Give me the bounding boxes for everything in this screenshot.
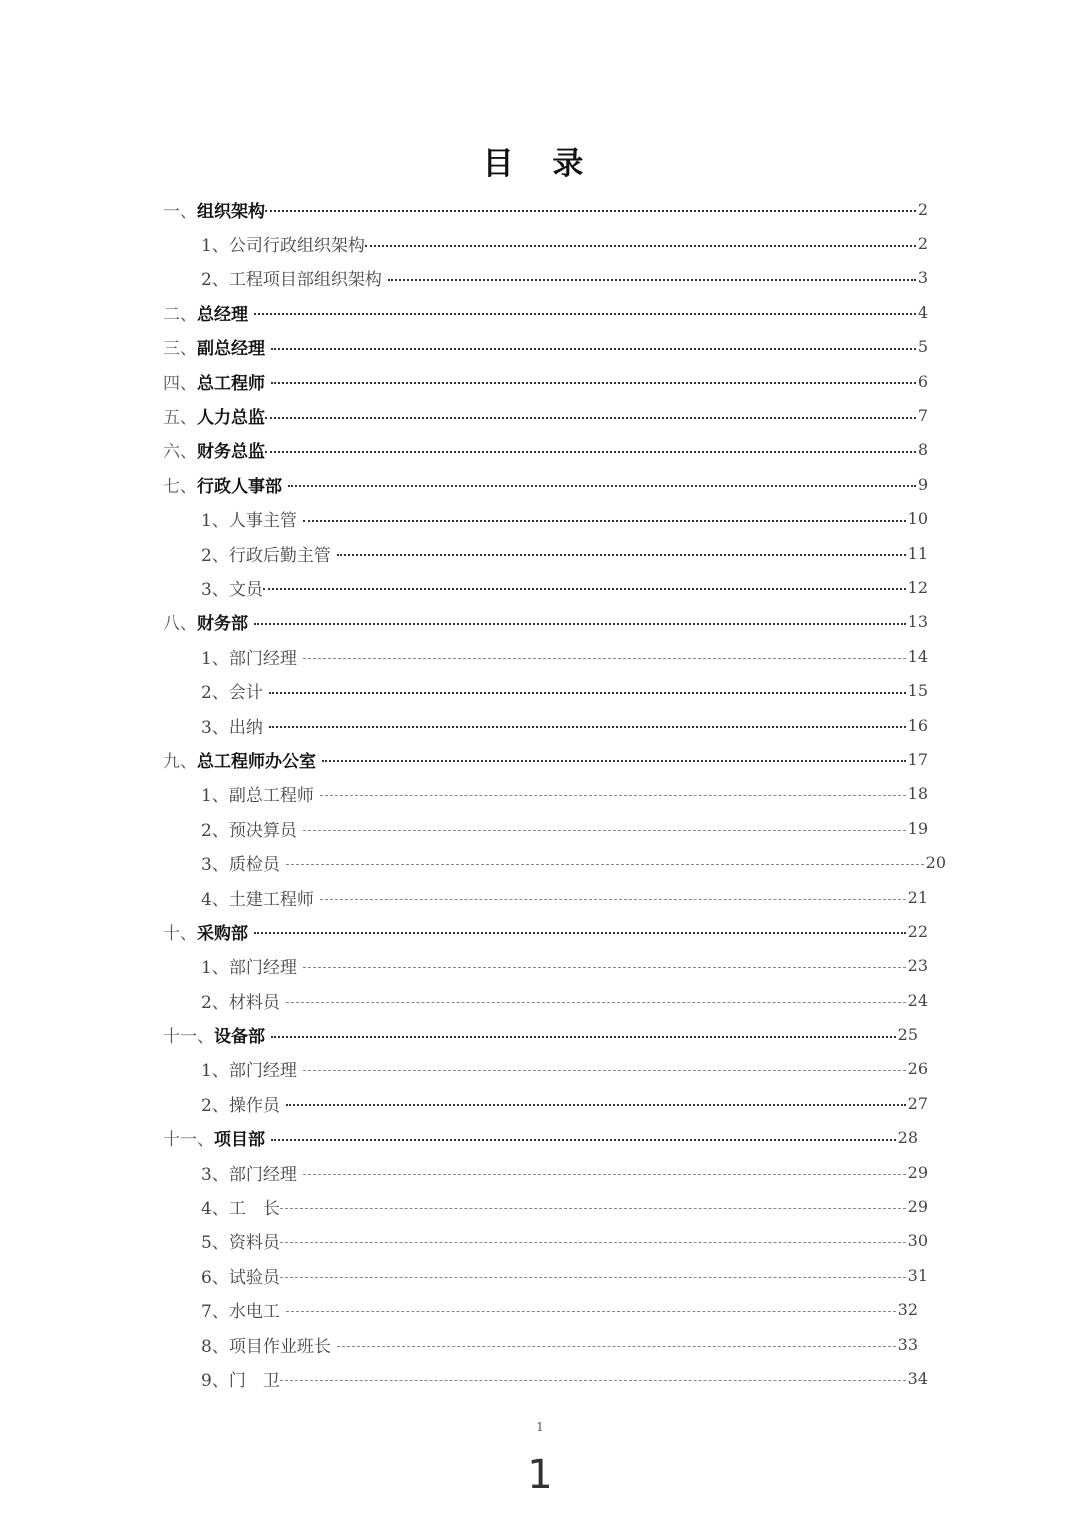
toc-section[interactable] <box>163 433 928 467</box>
toc-entry-page: 28 <box>897 1128 918 1148</box>
toc-section[interactable] <box>163 1017 928 1051</box>
toc-entry-page: 13 <box>907 612 928 632</box>
toc-entry-label: 工程项目部组织架构 <box>228 270 382 291</box>
toc-leader-line <box>337 554 906 556</box>
toc-entry-page: 27 <box>907 1093 928 1113</box>
toc-entry-number: 九、 <box>163 751 197 772</box>
toc-entry-number: 1、 <box>201 236 229 257</box>
toc-entry-page: 2 <box>917 199 928 219</box>
toc-subsection[interactable] <box>163 1327 928 1361</box>
toc-entry-label: 部门经理 <box>228 958 297 979</box>
toc-subsection[interactable] <box>163 639 928 673</box>
toc-entry-label: 财务总监 <box>197 442 265 463</box>
toc-section[interactable] <box>163 914 928 948</box>
toc-entry-page: 4 <box>917 302 928 322</box>
toc-leader-line <box>254 313 916 315</box>
toc-entry-label: 资料员 <box>228 1233 280 1254</box>
page-title: 目 录 <box>482 146 598 182</box>
toc-entry-page: 3 <box>917 268 928 288</box>
toc-entry-number: 2、 <box>201 683 229 704</box>
toc-entry-number: 8、 <box>201 1336 229 1357</box>
toc-entry-page: 19 <box>907 818 928 838</box>
toc-subsection[interactable] <box>163 570 928 604</box>
toc-entry-page: 29 <box>907 1197 928 1217</box>
toc-subsection[interactable] <box>163 673 928 707</box>
toc-entry-page: 7 <box>917 406 928 426</box>
toc-entry-number: 五、 <box>163 408 197 429</box>
toc-subsection[interactable] <box>163 880 928 914</box>
table-of-contents <box>163 192 946 1396</box>
toc-leader-line <box>388 279 916 281</box>
toc-subsection[interactable] <box>163 1155 928 1189</box>
toc-entry-number: 2、 <box>201 545 229 566</box>
toc-entry-label: 财务部 <box>197 614 248 635</box>
toc-subsection[interactable] <box>163 983 928 1017</box>
toc-entry-number: 四、 <box>163 373 197 394</box>
toc-entry-page: 33 <box>897 1334 918 1354</box>
toc-entry-label: 总工程师办公室 <box>197 751 316 772</box>
toc-entry-number: 2、 <box>201 1095 229 1116</box>
toc-entry-number: 1、 <box>201 1061 229 1082</box>
toc-entry-label: 会计 <box>228 683 263 704</box>
toc-subsection[interactable] <box>163 261 928 295</box>
toc-entry-page: 6 <box>917 371 928 391</box>
toc-entry-page: 30 <box>907 1231 928 1251</box>
toc-section[interactable] <box>163 330 928 364</box>
toc-entry-number: 5、 <box>201 1233 229 1254</box>
toc-entry-number: 4、 <box>201 1199 229 1220</box>
toc-entry-page: 11 <box>907 543 928 563</box>
toc-leader-line <box>271 1139 896 1141</box>
toc-section[interactable] <box>163 742 928 776</box>
toc-leader-line <box>365 245 916 247</box>
toc-entry-number: 2、 <box>201 820 229 841</box>
toc-entry-label: 项目作业班长 <box>228 1336 331 1357</box>
toc-entry-page: 25 <box>897 1025 918 1045</box>
toc-entry-label: 土建工程师 <box>228 889 314 910</box>
toc-subsection[interactable] <box>163 845 946 879</box>
toc-leader-line <box>280 1277 906 1278</box>
toc-entry-number: 6、 <box>201 1267 229 1288</box>
toc-leader-line <box>280 1380 906 1381</box>
toc-entry-label: 预决算员 <box>228 820 297 841</box>
toc-entry-label: 行政后勤主管 <box>228 545 331 566</box>
toc-leader-line <box>254 932 906 934</box>
toc-leader-line <box>320 899 906 900</box>
toc-entry-label: 操作员 <box>228 1095 280 1116</box>
toc-entry-page: 16 <box>907 715 928 735</box>
toc-subsection[interactable] <box>163 811 928 845</box>
toc-entry-page: 8 <box>917 440 928 460</box>
toc-entry-label: 行政人事部 <box>197 476 282 497</box>
toc-entry-label: 总经理 <box>197 304 248 325</box>
toc-entry-label: 部门经理 <box>228 1061 297 1082</box>
toc-leader-line <box>265 210 916 212</box>
toc-entry-page: 2 <box>917 234 928 254</box>
toc-section[interactable] <box>163 1121 928 1155</box>
toc-leader-line <box>303 658 906 659</box>
toc-entry-label: 质检员 <box>228 855 280 876</box>
toc-leader-line <box>265 417 916 419</box>
toc-entry-label: 试验员 <box>228 1267 280 1288</box>
toc-entry-page: 21 <box>907 887 928 907</box>
toc-subsection[interactable] <box>163 1052 928 1086</box>
toc-leader-line <box>280 1208 906 1209</box>
toc-entry-number: 3、 <box>201 855 229 876</box>
toc-entry-number: 1、 <box>201 786 229 807</box>
toc-leader-line <box>286 1311 896 1312</box>
toc-entry-page: 17 <box>907 749 928 769</box>
toc-entry-label: 设备部 <box>214 1027 265 1048</box>
toc-section[interactable] <box>163 192 928 226</box>
toc-leader-line <box>320 795 906 796</box>
toc-entry-number: 三、 <box>163 339 197 360</box>
toc-entry-number: 十、 <box>163 923 197 944</box>
toc-leader-line <box>303 1070 906 1071</box>
toc-leader-line <box>265 451 916 453</box>
toc-entry-label: 副总经理 <box>197 339 265 360</box>
toc-subsection[interactable] <box>163 1189 928 1223</box>
toc-subsection[interactable] <box>163 226 928 260</box>
toc-entry-label: 采购部 <box>197 923 248 944</box>
toc-subsection[interactable] <box>163 536 928 570</box>
toc-subsection[interactable] <box>163 1258 928 1292</box>
toc-entry-label: 材料员 <box>228 992 280 1013</box>
toc-entry-page: 18 <box>907 784 928 804</box>
toc-subsection[interactable] <box>163 777 928 811</box>
toc-leader-line <box>288 485 916 487</box>
toc-entry-page: 9 <box>917 474 928 494</box>
toc-subsection[interactable] <box>163 502 928 536</box>
toc-leader-line <box>271 1036 896 1038</box>
toc-leader-line <box>322 760 906 762</box>
toc-entry-page: 10 <box>907 509 928 529</box>
toc-entry-label: 总工程师 <box>197 373 265 394</box>
toc-entry-label: 人事主管 <box>228 511 297 532</box>
toc-entry-number: 7、 <box>201 1302 229 1323</box>
toc-leader-line <box>254 623 906 625</box>
toc-entry-number: 七、 <box>163 476 197 497</box>
toc-entry-number: 2、 <box>201 992 229 1013</box>
toc-leader-line <box>269 726 906 728</box>
toc-entry-page: 34 <box>907 1368 928 1388</box>
toc-entry-label: 部门经理 <box>228 1164 297 1185</box>
toc-leader-line <box>271 348 916 350</box>
footer-page-number: 1 <box>536 1420 544 1434</box>
toc-entry-label: 公司行政组织架构 <box>228 236 365 257</box>
toc-leader-line <box>286 1002 906 1003</box>
toc-leader-line <box>280 1242 906 1243</box>
toc-entry-label: 人力总监 <box>197 408 265 429</box>
toc-entry-label: 工 长 <box>228 1199 280 1220</box>
toc-subsection[interactable] <box>163 708 928 742</box>
toc-leader-line <box>286 864 924 865</box>
toc-entry-number: 1、 <box>201 511 229 532</box>
toc-section[interactable] <box>163 398 928 432</box>
toc-leader-line <box>303 830 906 831</box>
toc-entry-number: 1、 <box>201 958 229 979</box>
toc-entry-page: 23 <box>907 956 928 976</box>
toc-subsection[interactable] <box>163 1086 928 1120</box>
toc-entry-page: 5 <box>917 337 928 357</box>
toc-entry-number: 9、 <box>201 1370 229 1391</box>
toc-subsection[interactable] <box>163 1293 928 1327</box>
toc-entry-label: 门 卫 <box>228 1370 280 1391</box>
toc-entry-label: 出纳 <box>228 717 263 738</box>
toc-entry-number: 3、 <box>201 717 229 738</box>
toc-entry-number: 八、 <box>163 614 197 635</box>
toc-entry-label: 项目部 <box>214 1130 265 1151</box>
toc-section[interactable] <box>163 605 928 639</box>
toc-entry-label: 副总工程师 <box>228 786 314 807</box>
toc-entry-page: 31 <box>907 1265 928 1285</box>
toc-section[interactable] <box>163 467 928 501</box>
toc-entry-number: 十一、 <box>163 1027 214 1048</box>
toc-entry-page: 29 <box>907 1162 928 1182</box>
toc-entry-page: 22 <box>907 921 928 941</box>
toc-entry-number: 2、 <box>201 270 229 291</box>
toc-entry-page: 20 <box>925 853 946 873</box>
toc-subsection[interactable] <box>163 949 928 983</box>
viewer-page-number: 1 <box>527 1452 553 1498</box>
toc-entry-page: 24 <box>907 990 928 1010</box>
toc-leader-line <box>286 1104 906 1106</box>
toc-entry-label: 部门经理 <box>228 648 297 669</box>
toc-entry-number: 4、 <box>201 889 229 910</box>
toc-leader-line <box>271 382 916 384</box>
toc-entry-page: 32 <box>897 1300 918 1320</box>
toc-entry-number: 3、 <box>201 1164 229 1185</box>
toc-entry-page: 12 <box>907 577 928 597</box>
toc-section[interactable] <box>163 295 928 329</box>
toc-entry-label: 水电工 <box>228 1302 280 1323</box>
toc-entry-number: 六、 <box>163 442 197 463</box>
toc-subsection[interactable] <box>163 1361 928 1395</box>
toc-subsection[interactable] <box>163 1224 928 1258</box>
toc-leader-line <box>269 692 906 694</box>
toc-leader-line <box>263 588 906 590</box>
toc-leader-line <box>337 1346 896 1347</box>
toc-section[interactable] <box>163 364 928 398</box>
toc-leader-line <box>303 1174 906 1175</box>
toc-entry-label: 组织架构 <box>197 201 265 222</box>
toc-entry-number: 二、 <box>163 304 197 325</box>
toc-entry-label: 文员 <box>228 579 263 600</box>
toc-entry-page: 15 <box>907 681 928 701</box>
toc-leader-line <box>303 967 906 968</box>
toc-leader-line <box>303 520 906 522</box>
toc-entry-number: 1、 <box>201 648 229 669</box>
toc-entry-page: 26 <box>907 1059 928 1079</box>
toc-entry-number: 十一、 <box>163 1130 214 1151</box>
toc-entry-number: 3、 <box>201 579 229 600</box>
toc-entry-number: 一、 <box>163 201 197 222</box>
toc-entry-page: 14 <box>907 646 928 666</box>
